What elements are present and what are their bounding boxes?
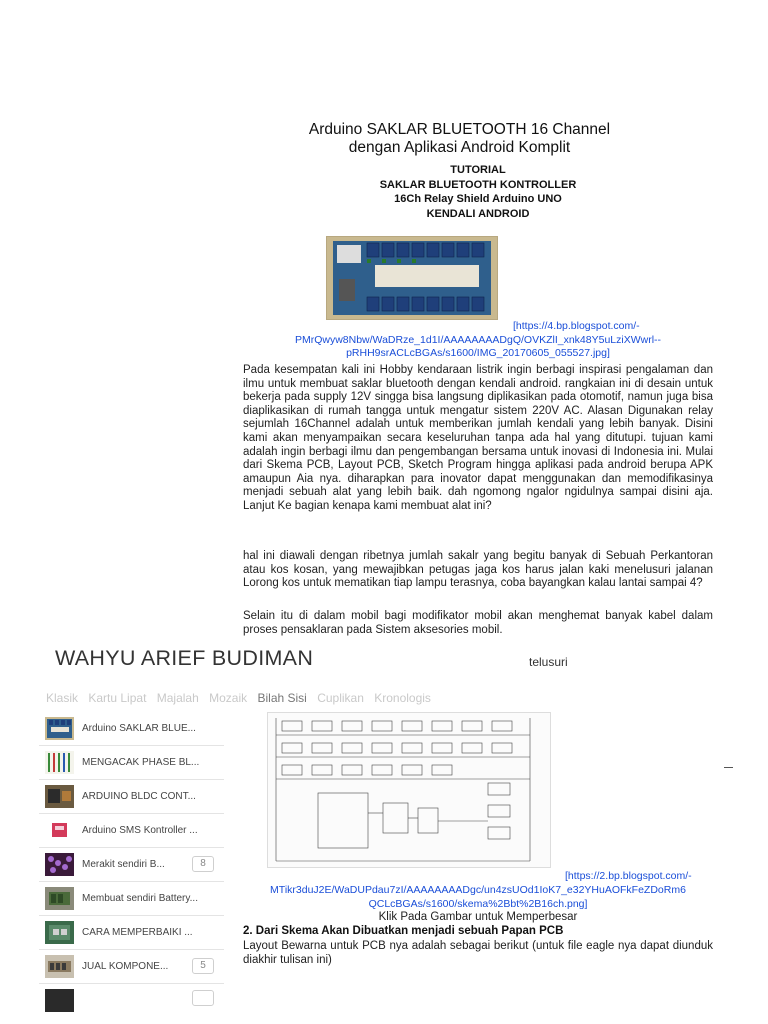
- comment-count-badge: 8: [192, 856, 214, 872]
- post-title: Arduino SAKLAR BLUE...: [82, 723, 196, 734]
- tutorial-line: KENDALI ANDROID: [426, 207, 530, 220]
- post-title: JUAL KOMPONE...: [82, 961, 169, 972]
- post-title: MENGACAK PHASE BL...: [82, 757, 200, 768]
- schematic-image[interactable]: [267, 712, 551, 868]
- image1-link[interactable]: [243, 320, 713, 361]
- tab-klasik[interactable]: Klasik: [46, 691, 79, 705]
- tutorial-heading: [243, 163, 713, 221]
- site-title[interactable]: WAHYU ARIEF BUDIMAN: [55, 646, 314, 670]
- post-thumbnail: [45, 717, 74, 740]
- post-thumbnail: [45, 785, 74, 808]
- post-title: CARA MEMPERBAIKI ...: [82, 927, 193, 938]
- separator-dash: [724, 767, 733, 768]
- article-title-line-2: dengan Aplikasi Android Komplit: [348, 139, 571, 156]
- tab-bilah-sisi[interactable]: Bilah Sisi: [257, 691, 307, 705]
- image1-link-line[interactable]: [https://4.bp.blogspot.com/-: [513, 320, 640, 332]
- tab-majalah[interactable]: Majalah: [156, 691, 199, 705]
- post-thumbnail: [45, 989, 74, 1012]
- article-title-line-1: Arduino SAKLAR BLUETOOTH 16 Channel: [308, 121, 611, 138]
- relay-board-photo[interactable]: [326, 236, 498, 320]
- post-title: Membuat sendiri Battery...: [82, 893, 198, 904]
- sidebar-post-item[interactable]: [39, 746, 224, 780]
- section-heading: 2. Dari Skema Akan Dibuatkan menjadi sebuah Papan PCB: [243, 925, 564, 937]
- tutorial-line: SAKLAR BLUETOOTH KONTROLLER: [379, 178, 577, 191]
- post-title: ARDUINO BLDC CONT...: [82, 791, 196, 802]
- article-paragraph: hal ini diawali dengan ribetnya jumlah sakalr yang begitu banyak di Sebuah Perkantoran atau kos kosan, yang mewajibkan petugas jaga kos harus jalan kaki menelusuri jalanan Lorong kos untuk mematikan tiap lampu terasnya, coba bayangkan kalau lantai sampai 4?: [243, 550, 713, 590]
- sidebar-post-item[interactable]: [39, 780, 224, 814]
- image2-link[interactable]: [243, 869, 713, 911]
- post-thumbnail: [45, 955, 74, 978]
- tutorial-line: 16Ch Relay Shield Arduino UNO: [394, 193, 562, 205]
- article-paragraph: Layout Bewarna untuk PCB nya adalah sebagai berikut (untuk file eagle nya dapat diunduk diakhir tulisan ini): [243, 940, 713, 966]
- article-paragraph: Selain itu di dalam mobil bagi modifikator mobil akan menghemat banyak kabel dalam proses pensaklaran pada Sistem aksesories mobil.: [243, 610, 713, 636]
- sidebar-post-item[interactable]: [39, 882, 224, 916]
- sidebar-post-item[interactable]: [39, 950, 224, 984]
- tab-kartu-lipat[interactable]: Kartu Lipat: [88, 691, 147, 705]
- sidebar-post-item[interactable]: [39, 848, 224, 882]
- tutorial-line: TUTORIAL: [450, 164, 506, 176]
- image2-link-line[interactable]: QCLcBGAs/s1600/skema%2Bbt%2B16ch.png]: [368, 898, 588, 910]
- view-tabs: [46, 691, 438, 705]
- image1-link-line[interactable]: pRHH9srACLcBGAs/s1600/IMG_20170605_055527.jpg]: [346, 347, 610, 359]
- tab-mozaik[interactable]: Mozaik: [209, 691, 248, 705]
- image2-link-line[interactable]: [https://2.bp.blogspot.com/-: [565, 870, 692, 882]
- sidebar-post-item[interactable]: [39, 916, 224, 950]
- comment-count-badge: 5: [192, 958, 214, 974]
- post-thumbnail: [45, 887, 74, 910]
- post-title: Arduino SMS Kontroller ...: [82, 825, 198, 836]
- post-thumbnail: [45, 751, 74, 774]
- sidebar-post-item[interactable]: [39, 814, 224, 848]
- post-thumbnail: [45, 921, 74, 944]
- post-thumbnail: [45, 853, 74, 876]
- search-label[interactable]: telusuri: [529, 655, 568, 669]
- article-paragraph: Pada kesempatan kali ini Hobby kendaraan listrik ingin berbagi inspirasi pengalaman dan ilmu untuk membuat saklar bluetooth dengan kendali android. rangkaian ini di desain untuk bekerja pada supply 12V singga bisa langsung diplikasikan pada otomotif, namun juga bisa diaplikasikan di rumah tangga untuk mengatur sistem 220V AC. Alasan Digunakan relay sejumlah 16Channel adalah untuk memberikan jumlah kendali yang lebih banyak. Disini kami akan menyampaikan secara keseluruhan tanpa ada hal yang ditutupi. tujuan kami adalah ingin berbagi ilmu dan pengembangan bersama untuk inovasi di Indonesia ini. Mulai dari Skema PCB, Layout PCB, Sketch Program hingga aplikasi pada android berupa APK amaupun Aia nya. diharapkan para inovator dapat menggunakan dan memodifikasinya menjadi sebuah alat yang lebih baik. dah ngomong ngalor ngidulnya sampai disini aja. Lanjut Ke bagian kenapa kami membuat alat ini?: [243, 364, 713, 512]
- image2-link-line[interactable]: MTikr3duJ2E/WaDUPdau7zI/AAAAAAAADgc/un4zsUOd1IoK7_e32YHuAOFkFeZDoRm6: [270, 884, 686, 896]
- image-caption: Klik Pada Gambar untuk Memperbesar: [378, 911, 578, 923]
- tab-cuplikan[interactable]: Cuplikan: [317, 691, 364, 705]
- sidebar-post-list: [39, 710, 224, 1024]
- article-title: [243, 121, 676, 157]
- image1-link-line[interactable]: PMrQwyw8Nbw/WaDRze_1d1I/AAAAAAAADgQ/OVKZlI_xnk48Y5uLziXWwrl--: [294, 333, 662, 346]
- comment-count-badge: [192, 990, 214, 1006]
- post-title: Merakit sendiri B...: [82, 859, 165, 870]
- sidebar-post-item[interactable]: [39, 712, 224, 746]
- tab-kronologis[interactable]: Kronologis: [374, 691, 431, 705]
- post-thumbnail: [45, 819, 74, 842]
- sidebar-post-item[interactable]: [39, 984, 224, 1018]
